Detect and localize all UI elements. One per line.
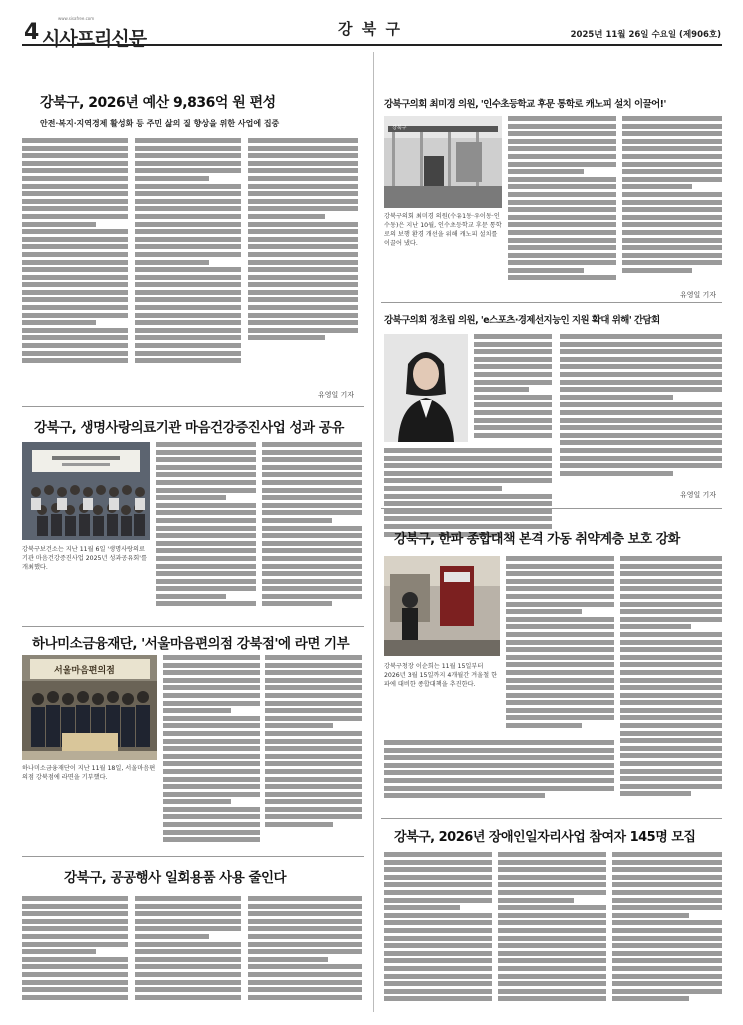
choi-photo xyxy=(384,116,502,208)
disabled-body-col2 xyxy=(498,852,606,1012)
disabled-headline: 강북구, 2026년 장애인일자리사업 참여자 145명 모집 xyxy=(394,830,696,845)
hana-photo xyxy=(22,655,157,760)
budget-byline: 유영일 기자 xyxy=(318,391,355,399)
budget-body-col1 xyxy=(22,138,128,366)
hanttu-body-col4 xyxy=(620,556,722,810)
divider xyxy=(381,302,722,303)
hanttu-caption xyxy=(384,662,500,732)
public-body-col3 xyxy=(248,896,362,1011)
hanttu-body-col2 xyxy=(384,740,614,810)
hanttu-caption-text: 강북구청장 이순희는 11월 15일부터 2026년 3월 15일까지 4개월간 겨울철 한파에 대비한 종합대책을 추진한다. xyxy=(384,663,498,688)
public-headline: 강북구, 공공행사 일회용품 사용 줄인다 xyxy=(64,870,287,886)
budget-headline: 강북구, 2026년 예산 9,836억 원 편성 xyxy=(40,95,276,111)
choi-byline: 유영일 기자 xyxy=(680,291,717,299)
divider xyxy=(22,856,364,857)
hana-body-col2 xyxy=(163,655,260,850)
hana-headline: 하나미소금융재단, '서울마음편의점 강북점'에 라면 기부 xyxy=(32,636,350,652)
divider xyxy=(381,508,722,509)
page-number: 4 xyxy=(24,20,40,45)
disabled-body-col1 xyxy=(384,852,492,1012)
hana-caption xyxy=(22,764,157,844)
suicide-body-col2 xyxy=(156,442,256,612)
budget-subhead: 안전·복지·지역경제 활성화 등 주민 삶의 질 향상을 위한 사업에 집중 xyxy=(40,118,280,128)
paper-name: 시사프리신문 xyxy=(42,28,147,50)
jeong-body-col3 xyxy=(560,334,722,486)
budget-body-col3 xyxy=(248,138,358,366)
jeong-headline: 강북구의회 정초립 의원, 'e스포츠·경제선지능인 지원 확대 위해' 간담회 xyxy=(384,315,660,326)
hanttu-headline: 강북구, 한파 종합대책 본격 가동 취약계층 보호 강화 xyxy=(394,532,680,547)
issue-date: 2025년 11월 26일 수요일 (제906호) xyxy=(570,30,721,40)
choi-headline: 강북구의회 최미경 의원, '인수초등학교 후문 통학로 캐노피 설치 이끌어!' xyxy=(384,99,666,110)
choi-caption-text: 강북구의회 최미경 의원(수유1동·우이동·인수동)은 지난 10월, 인수초등학교 후문 통학로의 보행 환경 개선을 위해 캐노피 설치를 이끌어 냈다. xyxy=(384,213,502,247)
header-rule xyxy=(22,44,722,46)
divider xyxy=(22,406,364,407)
public-body-col1 xyxy=(22,896,128,1011)
divider xyxy=(381,818,722,819)
suicide-caption-text: 강북구보건소는 지난 11월 6일 '생명사랑의료기관 마음건강증진사업 2025년 성과공유회'를 개최했다. xyxy=(22,546,147,571)
hana-banner-text: 서울마음편의점 xyxy=(54,666,115,676)
suicide-headline: 강북구, 생명사랑의료기관 마음건강증진사업 성과 공유 xyxy=(34,420,344,436)
suicide-photo xyxy=(22,442,150,540)
hana-body-col3 xyxy=(265,655,362,850)
choi-sign-text: 강북구 xyxy=(392,125,407,131)
choi-caption xyxy=(384,212,502,282)
paper-logo-tag: www.sisafree.com xyxy=(58,16,95,21)
jeong-body-col1 xyxy=(474,334,552,442)
choi-body-col2 xyxy=(508,116,616,288)
suicide-caption xyxy=(22,545,150,609)
jeong-photo xyxy=(384,334,468,442)
column-divider xyxy=(373,52,374,1012)
divider xyxy=(22,626,364,627)
choi-body-col3 xyxy=(622,116,722,288)
jeong-byline: 유영일 기자 xyxy=(680,491,717,499)
suicide-body-col3 xyxy=(262,442,362,612)
section-title: 강 북 구 xyxy=(338,20,402,38)
hana-caption-text: 하나미소금융재단이 지난 11월 18일, 서울마음편의점 강북점에 라면을 기부했다. xyxy=(22,765,156,781)
budget-body-col2 xyxy=(135,138,241,366)
public-body-col2 xyxy=(135,896,241,1011)
hanttu-body-col3 xyxy=(506,556,614,736)
hanttu-photo xyxy=(384,556,500,656)
disabled-body-col3 xyxy=(612,852,722,1012)
